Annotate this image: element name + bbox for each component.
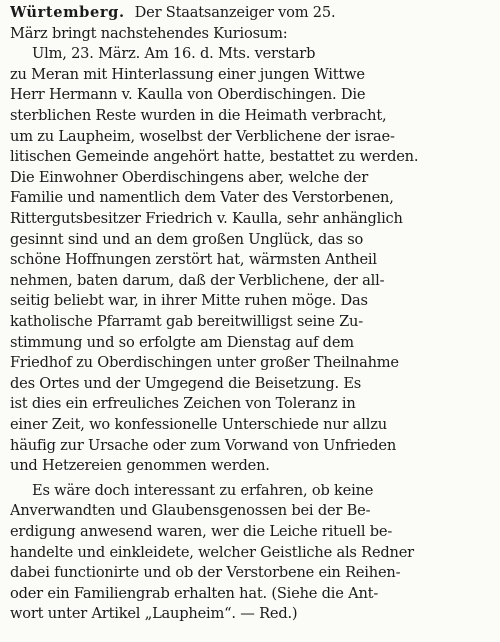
article-line: und Hetzereien genommen werden.	[10, 457, 270, 475]
article-line: zu Meran mit Hinterlassung einer jungen Wittwe	[10, 65, 365, 83]
article-line: einer Zeit, wo konfessionelle Unterschiede nur allzu	[10, 416, 387, 433]
article-line: Die Einwohner Oberdischingens aber, welche der	[10, 168, 368, 186]
article-line: März bringt nachstehendes Kuriosum:	[10, 24, 288, 42]
article-line: des Ortes und der Umgegend die Beisetzung. Es	[10, 374, 362, 392]
article-line: Anverwandten und Glaubensgenossen bei der Be-	[10, 502, 371, 520]
article-line: wort unter Artikel „Laupheim“. — Red.)	[10, 605, 298, 623]
article-line: ist dies ein erfreuliches Zeichen von Toleranz in	[10, 395, 356, 413]
article-line: Ulm, 23. März. Am 16. d. Mts. verstarb	[32, 45, 316, 63]
article-line	[10, 2, 494, 23]
article-line: Friedhof zu Oberdischingen unter großer Theilnahme	[10, 354, 399, 372]
headline-continuation: Der Staatsanzeiger vom 25.	[134, 4, 336, 21]
article-line: seitig beliebt war, in ihrer Mitte ruhen möge. Das	[10, 292, 368, 310]
article-line: Es wäre doch interessant zu erfahren, ob keine	[32, 481, 374, 499]
article-line: litischen Gemeinde angehört hatte, bestattet zu werden.	[10, 148, 419, 166]
article-line: häufig zur Ursache oder zum Vorwand von Unfrieden	[10, 436, 397, 454]
article-line: erdigung anwesend waren, wer die Leiche rituell be-	[10, 523, 393, 540]
article-line: oder ein Familiengrab erhalten hat. (Siehe die Ant-	[10, 584, 379, 602]
article-line: Rittergutsbesitzer Friedrich v. Kaulla, sehr anhänglich	[10, 210, 403, 227]
article-line: gesinnt sind und an dem großen Unglück, das so	[10, 230, 364, 248]
article-line: stimmung und so erfolgte am Dienstag auf dem	[10, 333, 354, 351]
headline: Würtemberg.	[10, 4, 125, 21]
article-line: katholische Pfarramt gab bereitwilligst seine Zu-	[10, 313, 363, 330]
article-line: handelte und einkleidete, welcher Geistliche als Redner	[10, 543, 414, 561]
article-line: Herr Hermann v. Kaulla von Oberdischingen. Die	[10, 86, 366, 104]
article-line: um zu Laupheim, woselbst der Verblichene der israe-	[10, 127, 395, 145]
article-line: Familie und namentlich dem Vater des Verstorbenen,	[10, 189, 394, 207]
article-line: nehmen, baten darum, daß der Verblichene, der all-	[10, 271, 385, 289]
article-line: sterblichen Reste wurden in die Heimath verbracht,	[10, 107, 387, 124]
article-line: schöne Hoffnungen zerstört hat, wärmsten Antheil	[10, 251, 377, 269]
article-line: dabei functionirte und ob der Verstorbene ein Reihen-	[10, 564, 401, 582]
